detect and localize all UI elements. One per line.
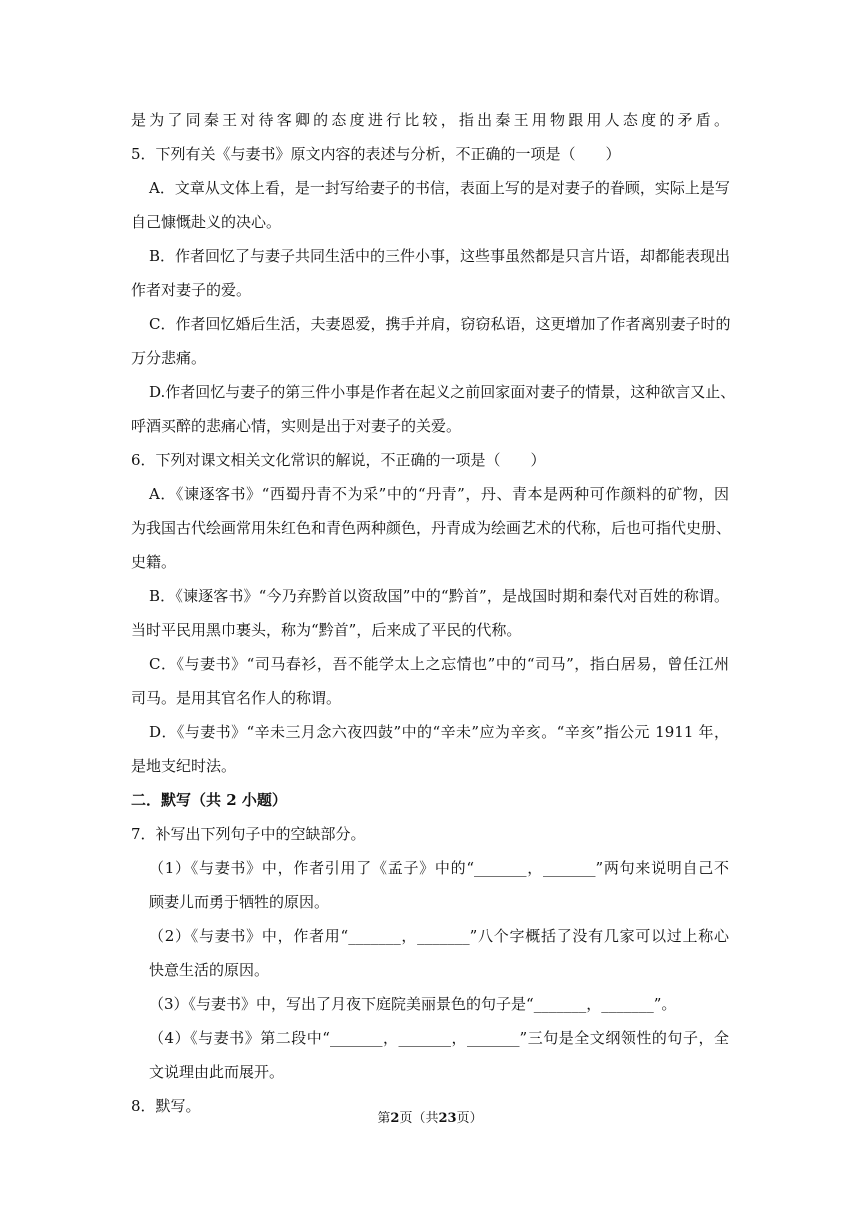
question-7-item-2-line-2: 快意生活的原因。 [149,961,270,979]
question-7-item-1-line-1: （1）《与妻书》中，作者引用了《孟子》中的“_______，_______”两句来说明自己不 [149,859,729,877]
footer-page-number: 2 [390,1111,400,1126]
question-5-option-a-line-2: 自己慷慨赴义的决心。 [131,213,282,231]
question-6-option-b-line-1: B．《谏逐客书》“今乃弃黔首以资敌国”中的“黔首”，是战国时期和秦代对百姓的称谓。 [149,587,729,605]
question-5-option-b-line-1: B．作者回忆了与妻子共同生活中的三件小事，这些事虽然都是只言片语，却都能表现出 [149,247,731,265]
question-6-option-d-line-1: D．《与妻书》“辛未三月念六夜四鼓”中的“辛未”应为辛亥。“辛亥”指公元 1911 年， [149,723,729,741]
question-5-option-b-line-2: 作者对妻子的爱。 [131,281,252,299]
question-6-option-c-line-1: C．《与妻书》“司马春衫，吾不能学太上之忘情也”中的“司马”，指白居易，曾任江州 [149,655,729,673]
question-6-option-a-line-3: 史籍。 [131,553,177,571]
question-7-stem: 7．补写出下列句子中的空缺部分。 [131,825,366,843]
question-5-option-d-line-2: 呼酒买醉的悲痛心情，实则是出于对妻子的关爱。 [131,417,462,435]
question-7-item-1-line-2: 顾妻儿而勇于牺牲的原因。 [149,893,330,911]
footer-total-pages: 23 [438,1111,457,1126]
text-line-1: 是为了同秦王对待客卿的态度进行比较，指出秦王用物跟用人态度的矛盾。 [131,111,729,129]
question-6-option-a-line-2: 为我国古代绘画常用朱红色和青色两种颜色，丹青成为绘画艺术的代称，后也可指代史册、 [131,519,732,537]
question-5-stem: 5．下列有关《与妻书》原文内容的表述与分析，不正确的一项是（ ） [131,145,621,163]
question-7-item-3: （3）《与妻书》中，写出了月夜下庭院美丽景色的句子是“_______，_______”。 [149,995,677,1013]
question-7-item-4-line-1: （4）《与妻书》第二段中“_______，_______，_______”三句是全文纲领性的句子，全 [149,1029,729,1047]
question-6-option-c-line-2: 司马。是用其官名作人的称谓。 [131,689,342,707]
question-5-option-d-line-1: D.作者回忆与妻子的第三件小事是作者在起义之前回家面对妻子的情景，这种欲言又止、 [149,383,736,401]
question-6-option-a-line-1: A．《谏逐客书》“西蜀丹青不为采”中的“丹青”，丹、青本是两种可作颜料的矿物，因 [149,485,729,503]
question-5-option-c-line-1: C．作者回忆婚后生活，夫妻恩爱，携手并肩，窃窃私语，这更增加了作者离别妻子时的 [149,315,731,333]
page-footer [0,1110,860,1128]
question-6-option-d-line-2: 是地支纪时法。 [131,757,237,775]
question-5-option-a-line-1: A．文章从文体上看，是一封写给妻子的书信，表面上写的是对妻子的眷顾，实际上是写 [149,179,730,197]
question-6-stem: 6．下列对课文相关文化常识的解说，不正确的一项是（ ） [131,451,546,469]
footer-middle: 页（共 [399,1111,439,1126]
question-5-option-c-line-2: 万分悲痛。 [131,349,207,367]
section-heading-dictation: 二．默写（共 2 小题） [131,791,287,809]
question-7-item-4-line-2: 文说理由此而展开。 [149,1063,285,1081]
question-6-option-b-line-2: 当时平民用黑巾裹头，称为“黔首”，后来成了平民的代称。 [131,621,522,639]
question-8-stem: 8．默写。 [131,1097,201,1115]
footer-prefix: 第 [377,1111,391,1126]
footer-suffix: 页） [456,1111,483,1126]
question-7-item-2-line-1: （2）《与妻书》中，作者用“_______，_______”八个字概括了没有几家可以过上称心 [149,927,729,945]
